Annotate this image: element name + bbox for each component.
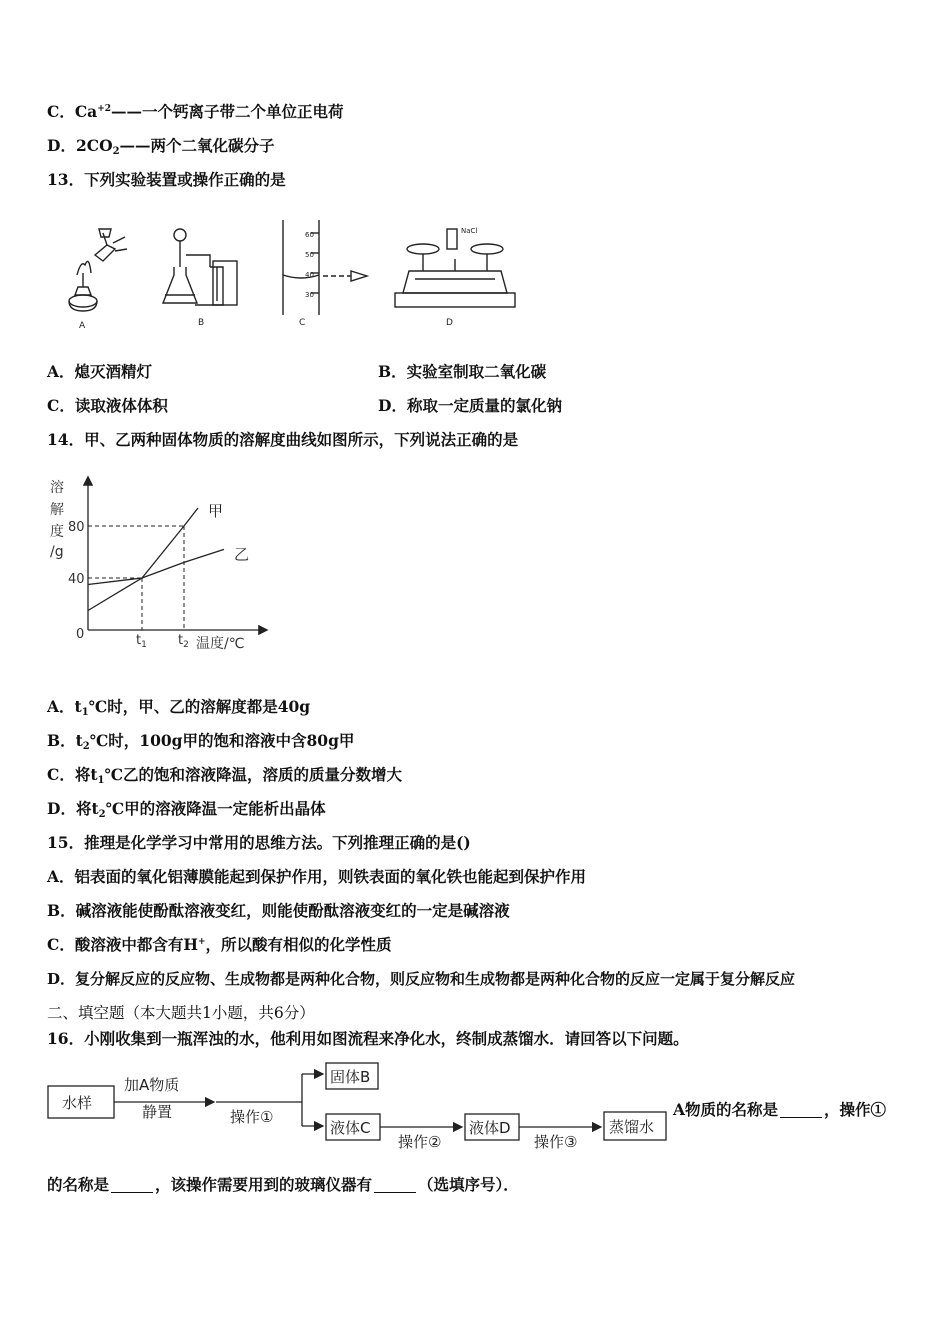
graduated-cylinder-drawing [283, 220, 367, 315]
q13-apparatus-figure [55, 215, 525, 335]
series-yi-label: 乙 [234, 545, 250, 564]
alcohol-lamp-drawing [69, 229, 127, 311]
flow-add-a: 加A物质 [124, 1076, 180, 1094]
q12-option-d: D．$2CO_2——$两个二氧化碳分子 [47, 136, 275, 157]
y-tick-40: 40 [68, 572, 85, 587]
q15-option-a: A．铝表面的氧化铝薄膜能起到保护作用，则铁表面的氧化铁也能起到保护作用 [47, 867, 587, 886]
section-title: 二、填空题（本大题共1小题，共6分） [47, 1004, 315, 1022]
label-b: B [198, 318, 205, 328]
y-label-2: 解 [50, 502, 64, 518]
q12-option-c: C．$Ca^{+2}——$一个钙离子带二个单位正电荷 [47, 102, 344, 121]
label-c: C [299, 318, 306, 328]
q14-option-a: A．$t_1℃$时，甲、乙的溶解度都是40g [47, 697, 311, 718]
x-tick-t1: $t_1$ [136, 633, 147, 650]
answer-blank-a[interactable] [780, 1103, 822, 1118]
x-tick-t2: $t_2$ [178, 633, 189, 650]
y-label-3: 度 [50, 524, 64, 540]
x-label: 温度/℃ [196, 636, 245, 652]
tick-60: 60 [305, 231, 314, 239]
y-label-1: 溶 [50, 480, 64, 496]
flow-settle: 静置 [142, 1103, 173, 1121]
flow-op1: 操作① [230, 1108, 274, 1126]
series-yi-line [88, 549, 224, 584]
flow-liquid-c: 液体C [330, 1119, 371, 1137]
solubility-chart [40, 470, 280, 660]
y-label-4: /g [50, 544, 64, 560]
origin-label: 0 [76, 627, 85, 642]
nacl-label: NaCl [461, 227, 478, 235]
q14-option-c: C．将$t_1℃$乙的饱和溶液降温，溶质的质量分数增大 [47, 765, 403, 786]
q13-option-a: A．熄灭酒精灯 [47, 362, 153, 381]
flow-distilled-water: 蒸馏水 [609, 1118, 655, 1136]
label-d: D [446, 318, 453, 328]
q13-stem: 13．下列实验装置或操作正确的是 [47, 170, 286, 189]
q15-option-d: D．复分解反应的反应物、生成物都是两种化合物，则反应物和生成物都是两种化合物的反应一定属于复分解反应 [47, 970, 796, 988]
q16-stem: 16．小刚收集到一瓶浑浊的水，他利用如图流程来净化水，终制成蒸馏水．请回答以下问题。 [47, 1029, 689, 1048]
q14-option-b: B．$t_2℃$时，100g甲的饱和溶液中含80g甲 [47, 731, 355, 752]
flow-solid-b: 固体B [330, 1068, 371, 1086]
flow-water-sample: 水样 [62, 1094, 93, 1112]
series-jia-line [88, 508, 198, 611]
y-tick-80: 80 [68, 520, 85, 535]
q16-question-part1: A物质的名称是 ，操作① [673, 1100, 887, 1119]
label-a: A [79, 321, 86, 331]
q15-option-b: B．碱溶液能使酚酞溶液变红，则能使酚酞溶液变红的一定是碱溶液 [47, 901, 510, 920]
balance-drawing [395, 229, 515, 307]
tick-40: 40 [305, 271, 314, 279]
q13-option-b: B．实验室制取二氧化碳 [378, 362, 547, 381]
flow-liquid-d: 液体D [469, 1119, 511, 1137]
q13-option-d: D．称取一定质量的氯化钠 [378, 396, 562, 415]
q14-option-d: D．将$t_2℃$甲的溶液降温一定能析出晶体 [47, 799, 326, 820]
q15-stem: 15．推理是化学学习中常用的思维方法。下列推理正确的是() [47, 833, 471, 852]
q16-question-line2: 的名称是 ，该操作需要用到的玻璃仪器有 （选填序号）． [47, 1175, 519, 1194]
tick-30: 30 [305, 291, 314, 299]
purification-flowchart [44, 1060, 674, 1155]
q13-option-c: C．读取液体体积 [47, 396, 168, 415]
q15-option-c: C．酸溶液中都含有H+，所以酸有相似的化学性质 [47, 935, 392, 954]
gas-generation-drawing [163, 229, 237, 305]
q14-stem: 14．甲、乙两种固体物质的溶解度曲线如图所示，下列说法正确的是 [47, 430, 519, 449]
flow-op2: 操作② [398, 1133, 442, 1151]
tick-50: 50 [305, 251, 314, 259]
answer-blank-glassware[interactable] [374, 1178, 416, 1193]
series-jia-label: 甲 [208, 502, 224, 520]
answer-blank-op1[interactable] [111, 1178, 153, 1193]
flow-op3: 操作③ [534, 1133, 578, 1151]
